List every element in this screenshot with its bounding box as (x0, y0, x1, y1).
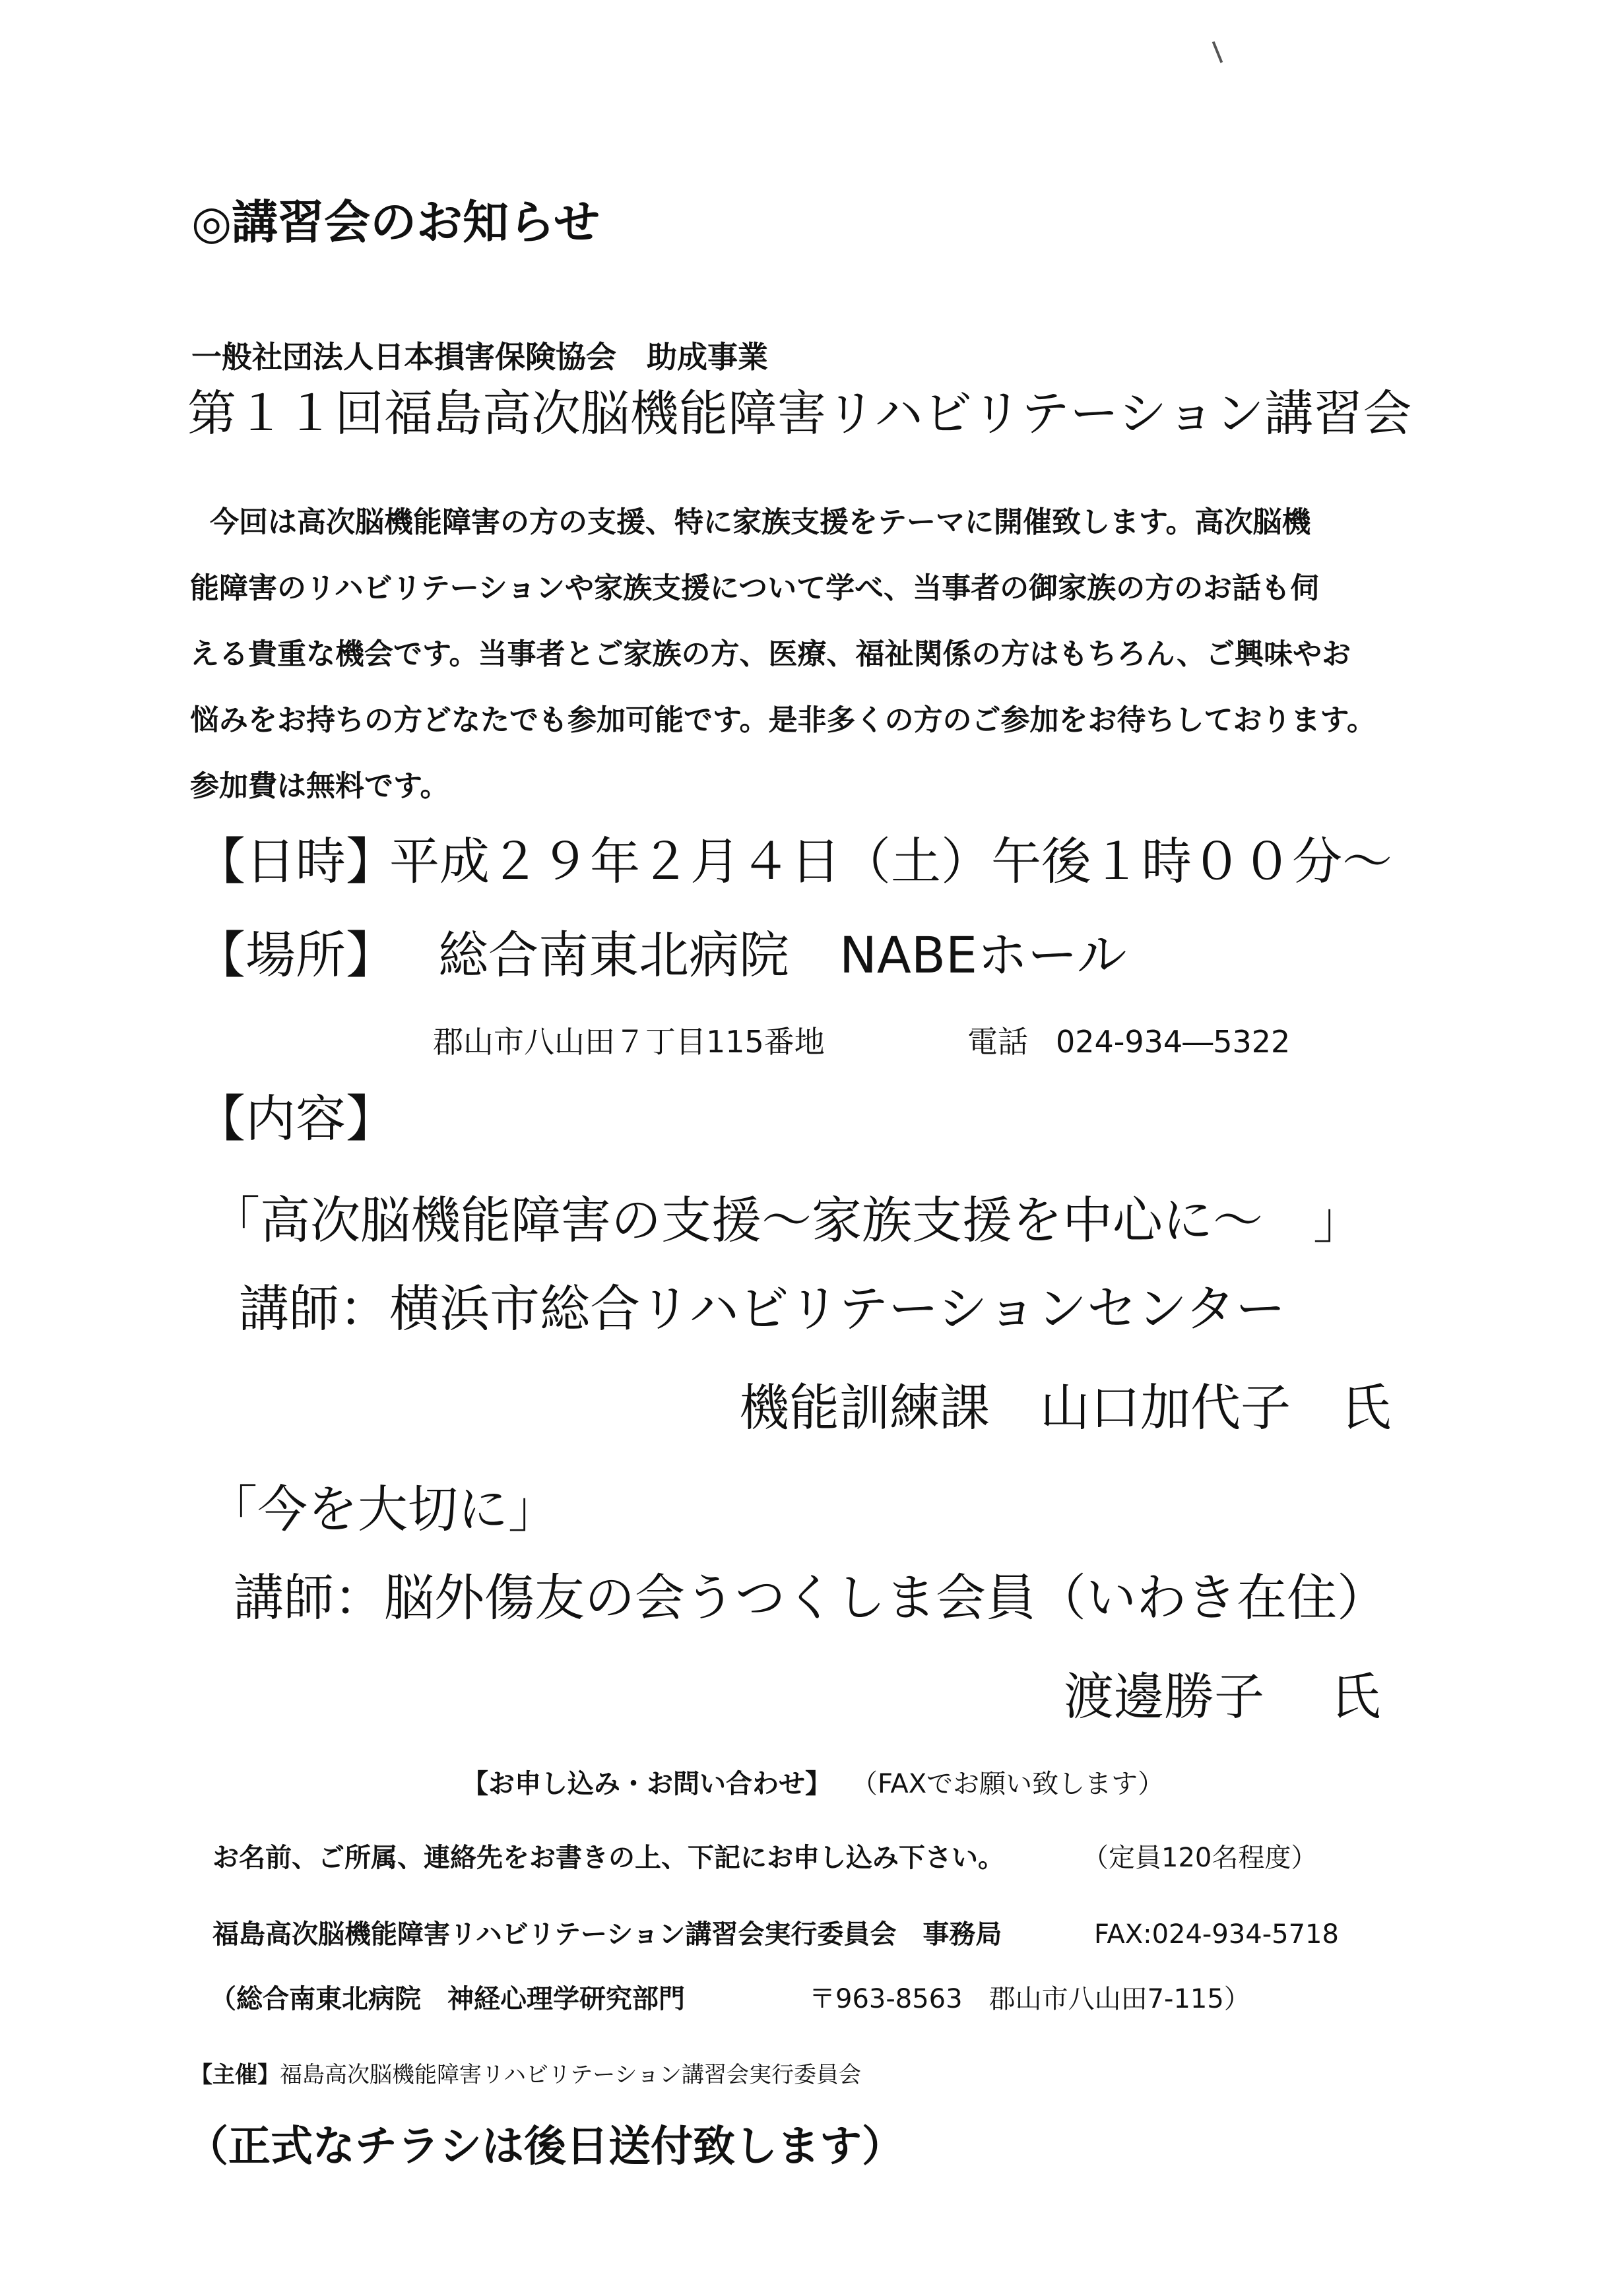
phone-number: 024-934―5322 (1056, 1024, 1291, 1060)
intro-line-2: 能障害のリハビリテーションや家族支援について学べ、当事者の御家族の方のお話も伺 (190, 571, 1320, 605)
inquiry-instruction: お名前、ご所属、連絡先をお書きの上、下記にお申し込み下さい。 (212, 1843, 1004, 1873)
datetime-label: 【日時】 (195, 832, 396, 891)
office-fax: FAX:024-934-5718 (1094, 1919, 1339, 1950)
place-address: 郡山市八山田７丁目115番地 (433, 1024, 825, 1060)
office-name: 福島高次脳機能障害リハビリテーション講習会実行委員会 事務局 (212, 1919, 1002, 1950)
scan-speck (1212, 41, 1223, 63)
phone-label: 電話 (967, 1024, 1028, 1060)
talk-1-speaker-affiliation: 講師：横浜市総合リハビリテーションセンター (239, 1279, 1286, 1338)
organizer-line: 一般社団法人日本損害保険協会 助成事業 (191, 339, 768, 375)
flyer-notice: （正式なチラシは後日送付致します） (186, 2122, 904, 2171)
datetime-value: 平成２９年２月４日（土）午後１時００分～ (389, 832, 1392, 891)
content-label: 【内容】 (195, 1089, 396, 1148)
talk-2-speaker-name: 渡邊勝子 氏 (1064, 1667, 1381, 1726)
place-label: 【場所】 (195, 926, 396, 984)
intro-line-1: 今回は高次脳機能障害の方の支援、特に家族支援をテーマに開催致します。高次脳機 (210, 505, 1311, 539)
sponsor-label: 【主催】 (190, 2062, 280, 2088)
sponsor-line (190, 2064, 861, 2086)
intro-line-3: える貴重な機会です。当事者とご家族の方、医療、福祉関係の方はもちろん、ご興味やお (190, 637, 1351, 671)
place-value: 総合南東北病院 NABEホール (438, 926, 1127, 984)
office-postal-address: 〒963-8563 郡山市八山田7-115） (809, 1984, 1250, 2014)
office-address-line: （総合南東北病院 神経心理学研究部門 (210, 1984, 685, 2014)
event-title: 第１１回福島高次脳機能障害リハビリテーション講習会 (187, 385, 1412, 442)
intro-line-4: 悩みをお持ちの方どなたでも参加可能です。是非多くの方のご参加をお待ちしております。 (190, 703, 1376, 737)
talk-1-title: 「高次脳機能障害の支援～家族支援を中心に～ 」 (210, 1191, 1363, 1250)
talk-2-speaker-affiliation: 講師：脳外傷友の会うつくしま会員（いわき在住） (234, 1568, 1387, 1627)
talk-2-title: 「今を大切に」 (207, 1480, 558, 1539)
inquiry-label: 【お申し込み・お問い合わせ】 (462, 1769, 831, 1799)
intro-line-5: 参加費は無料です。 (190, 769, 449, 803)
inquiry-capacity: （定員120名程度） (1082, 1843, 1318, 1873)
inquiry-fax-note: （FAXでお願い致します） (851, 1769, 1165, 1799)
page-heading: ◎講習会のお知らせ (191, 195, 600, 249)
talk-1-speaker-name: 機能訓練課 山口加代子 氏 (739, 1378, 1391, 1437)
sponsor-name: 福島高次脳機能障害リハビリテーション講習会実行委員会 (280, 2062, 861, 2088)
